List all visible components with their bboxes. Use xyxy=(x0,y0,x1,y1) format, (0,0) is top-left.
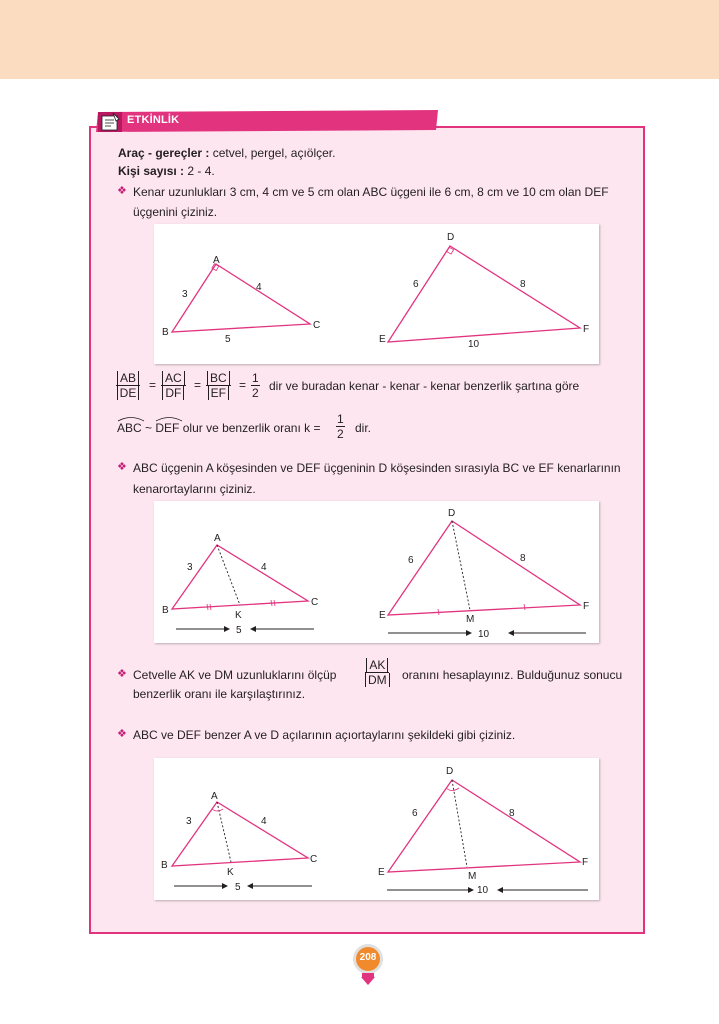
arrow-head xyxy=(222,883,228,889)
length-bc: 5 xyxy=(236,625,242,636)
arrow-head xyxy=(497,887,503,893)
label-c: C xyxy=(310,854,318,865)
label-c: C xyxy=(313,320,321,331)
bullet-icon: ❖ xyxy=(117,461,127,473)
page-number-badge xyxy=(351,943,385,991)
length-df: 8 xyxy=(520,279,526,290)
segment-ac: AC xyxy=(162,371,185,385)
equals-sign: = xyxy=(194,378,202,392)
median-ak xyxy=(217,545,240,605)
arrow-head xyxy=(250,626,256,632)
arrow-head xyxy=(247,883,253,889)
label-a: A xyxy=(211,791,218,802)
fraction-k xyxy=(336,412,345,441)
label-d: D xyxy=(447,232,455,243)
tick-mark xyxy=(524,604,525,610)
label-m: M xyxy=(468,871,477,882)
label-k: K xyxy=(227,867,234,878)
activity-banner xyxy=(92,110,438,132)
figure3-svg xyxy=(154,758,599,900)
length-df: 8 xyxy=(520,553,526,564)
tick-mark xyxy=(274,600,275,606)
tick-mark xyxy=(438,609,439,615)
people-value: 2 - 4. xyxy=(187,164,215,178)
triangle-abc xyxy=(172,545,308,609)
denominator: 2 xyxy=(252,386,259,400)
ratio-text: dir ve buradan kenar - kenar - kenar benzerlik şartına göre xyxy=(269,379,580,393)
similar-symbol: ~ xyxy=(145,421,153,435)
length-ab: 3 xyxy=(186,816,192,827)
segment-dm: DM xyxy=(365,673,390,687)
people-line xyxy=(118,163,215,179)
label-e: E xyxy=(378,867,385,878)
figure1-panel xyxy=(154,224,599,364)
length-de: 6 xyxy=(408,555,414,566)
label-b: B xyxy=(162,327,169,338)
length-ac: 4 xyxy=(256,282,262,293)
triangle-def xyxy=(388,246,580,342)
tick-mark xyxy=(207,604,208,610)
segment-ak: AK xyxy=(366,658,388,672)
arrow-head xyxy=(508,630,514,636)
label-e: E xyxy=(379,610,386,621)
segment-ef: EF xyxy=(208,386,229,400)
tick-mark xyxy=(271,600,272,606)
tick-mark xyxy=(210,604,211,610)
numerator: 1 xyxy=(252,371,259,385)
label-m: M xyxy=(466,614,475,625)
label-d: D xyxy=(446,766,454,777)
equals-sign: = xyxy=(149,378,157,392)
angle-arc xyxy=(446,788,459,791)
step2-line2: kenarortaylarını çiziniz. xyxy=(133,482,256,496)
length-ac: 4 xyxy=(261,562,267,573)
people-label: Kişi sayısı : xyxy=(118,164,185,178)
denominator: 2 xyxy=(337,427,344,441)
equals-sign: = xyxy=(239,378,247,392)
step4-line1: ABC ve DEF benzer A ve D açılarının açıortaylarını şekildeki gibi çiziniz. xyxy=(133,728,516,742)
label-f: F xyxy=(582,857,589,868)
length-ef: 10 xyxy=(477,885,489,896)
segment-ab: AB xyxy=(117,371,139,385)
fraction-one-half xyxy=(251,371,260,400)
label-b: B xyxy=(162,605,169,616)
label-c: C xyxy=(311,597,319,608)
numerator: 1 xyxy=(337,412,344,426)
fraction-ab-de xyxy=(116,371,140,400)
triangle-def xyxy=(388,780,580,872)
k-label: k = xyxy=(304,421,321,435)
label-a: A xyxy=(214,533,221,544)
step1-line2: üçgenini çiziniz. xyxy=(133,205,218,219)
angle-abc: ABC xyxy=(117,421,142,435)
step3-after: oranını hesaplayınız. Bulduğunuz sonucu xyxy=(402,668,623,682)
step1-line1: Kenar uzunlukları 3 cm, 4 cm ve 5 cm olan ABC üçgeni ile 6 cm, 8 cm ve 10 cm olan DEF xyxy=(133,185,609,199)
angle-arc xyxy=(212,809,223,811)
length-bc: 5 xyxy=(225,334,231,345)
bullet-icon: ❖ xyxy=(117,668,127,680)
fraction-ak-dm xyxy=(365,658,390,687)
label-a: A xyxy=(213,255,220,266)
label-e: E xyxy=(379,334,386,345)
top-color-band xyxy=(0,0,719,79)
page-badge-shape xyxy=(351,943,385,991)
fraction-bc-ef xyxy=(206,371,231,400)
similarity-end: dir. xyxy=(355,421,372,435)
triangle-abc xyxy=(172,802,308,866)
segment-df: DF xyxy=(162,386,184,400)
label-b: B xyxy=(161,860,168,871)
figure1-svg xyxy=(154,224,599,364)
page-number: 208 xyxy=(359,952,377,963)
length-de: 6 xyxy=(413,279,419,290)
step2-line1: ABC üçgenin A köşesinden ve DEF üçgeninin D köşesinden sırasıyla BC ve EF kenarlarının xyxy=(133,461,621,475)
segment-bc: BC xyxy=(207,371,230,385)
materials-label: Araç - gereçler : xyxy=(118,146,210,160)
triangle-def xyxy=(388,521,580,615)
bullet-icon: ❖ xyxy=(117,728,127,740)
bullet-icon: ❖ xyxy=(117,185,127,197)
bisector-dm xyxy=(452,780,467,867)
label-f: F xyxy=(583,601,590,612)
step3-line2: benzerlik oranı ile karşılaştırınız. xyxy=(133,687,306,701)
label-d: D xyxy=(448,508,456,519)
arrow-head xyxy=(224,626,230,632)
step3-before: Cetvelle AK ve DM uzunluklarını ölçüp xyxy=(133,668,337,682)
banner-title: ETKİNLİK xyxy=(127,114,180,126)
label-k: K xyxy=(235,610,242,621)
similarity-line xyxy=(117,420,320,436)
materials-value: cetvel, pergel, açıölçer. xyxy=(212,146,336,160)
triangle-abc xyxy=(172,264,310,332)
fraction-ac-df xyxy=(161,371,186,400)
length-ac: 4 xyxy=(261,816,267,827)
figure2-panel xyxy=(154,501,599,643)
label-f: F xyxy=(583,324,590,335)
length-ef: 10 xyxy=(478,629,490,640)
segment-de: DE xyxy=(117,386,140,400)
arrow-head xyxy=(468,887,474,893)
arc-mark xyxy=(155,416,183,422)
arc-mark xyxy=(117,416,145,422)
materials-line xyxy=(118,145,335,161)
figure2-svg xyxy=(154,501,599,643)
length-df: 8 xyxy=(509,808,515,819)
length-de: 6 xyxy=(412,808,418,819)
similarity-text: olur ve benzerlik oranı xyxy=(182,421,301,435)
length-ab: 3 xyxy=(182,289,188,300)
length-ab: 3 xyxy=(187,562,193,573)
angle-def: DEF xyxy=(155,421,180,435)
median-dm xyxy=(452,521,470,610)
figure3-panel xyxy=(154,758,599,900)
arrow-head xyxy=(466,630,472,636)
length-ef: 10 xyxy=(468,339,480,350)
length-bc: 5 xyxy=(235,882,241,893)
